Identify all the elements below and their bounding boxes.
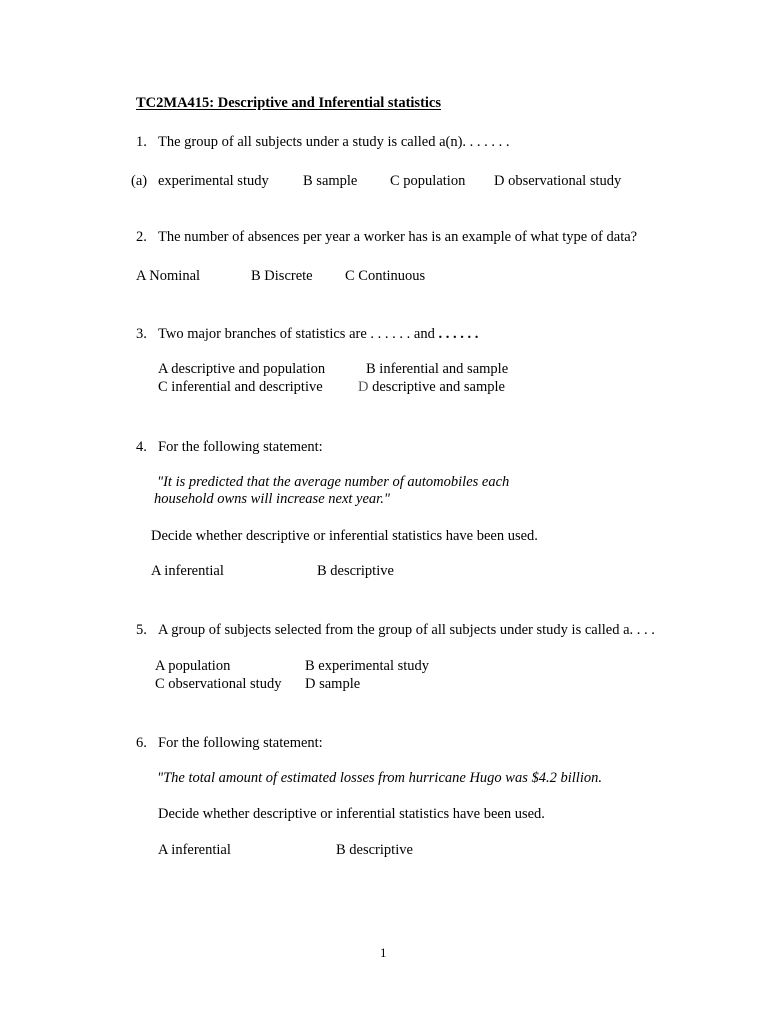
q4-text: For the following statement: <box>158 439 323 455</box>
q5-text: A group of subjects selected from the group of all subjects under study is called a. . . . <box>158 622 655 638</box>
q3-option-d <box>358 378 505 396</box>
q2-option-c: C Continuous <box>345 268 426 284</box>
q1-option-marker: (a) <box>131 173 148 189</box>
q5-option-c: C observational study <box>155 676 282 692</box>
q6-text: For the following statement: <box>158 735 323 751</box>
q5-number: 5. <box>136 622 147 638</box>
q3-option-c: C inferential and descriptive <box>158 379 323 395</box>
q1-option-c: C population <box>390 173 466 189</box>
q4-quote-line-2: household owns will increase next year." <box>154 491 390 507</box>
q3-text-main: Two major branches of statistics are . . . . . . and <box>158 326 435 342</box>
q3-option-d-letter: D <box>358 379 369 395</box>
q6-quote: "The total amount of estimated losses from hurricane Hugo was $4.2 billion. <box>157 770 602 786</box>
q1-text: The group of all subjects under a study is called a(n). . . . . . . <box>158 134 510 150</box>
document-title: TC2MA415: Descriptive and Inferential statistics <box>136 95 442 111</box>
q6-instruction: Decide whether descriptive or inferential statistics have been used. <box>158 806 545 822</box>
q1-number: 1. <box>136 134 147 150</box>
q3-number: 3. <box>136 326 147 342</box>
q1-option-d: D observational study <box>494 173 622 189</box>
q4-number: 4. <box>136 439 147 455</box>
q6-number: 6. <box>136 735 147 751</box>
q4-option-a: A inferential <box>151 563 224 579</box>
q6-option-b: B descriptive <box>336 842 413 858</box>
q2-number: 2. <box>136 229 147 245</box>
q4-option-b: B descriptive <box>317 563 394 579</box>
q2-text: The number of absences per year a worker has is an example of what type of data? <box>158 229 638 245</box>
q3-option-a: A descriptive and population <box>158 361 326 377</box>
q1-option-b: B sample <box>303 173 358 189</box>
q6-option-a: A inferential <box>158 842 231 858</box>
page-number: 1 <box>380 945 387 960</box>
q1-option-a: experimental study <box>158 173 269 189</box>
q3-option-b: B inferential and sample <box>366 361 509 377</box>
q2-option-b: B Discrete <box>251 268 313 284</box>
q4-quote-line-1: "It is predicted that the average number of automobiles each <box>157 474 510 490</box>
q5-option-a: A population <box>155 658 231 674</box>
q3-text <box>158 325 478 343</box>
q5-option-b: B experimental study <box>305 658 430 674</box>
q3-text-dots: . . . . . . <box>438 326 479 342</box>
q2-option-a: A Nominal <box>136 268 201 284</box>
q3-option-d-text: descriptive and sample <box>372 379 505 395</box>
q5-option-d: D sample <box>305 676 361 692</box>
q4-instruction: Decide whether descriptive or inferential statistics have been used. <box>151 528 538 544</box>
